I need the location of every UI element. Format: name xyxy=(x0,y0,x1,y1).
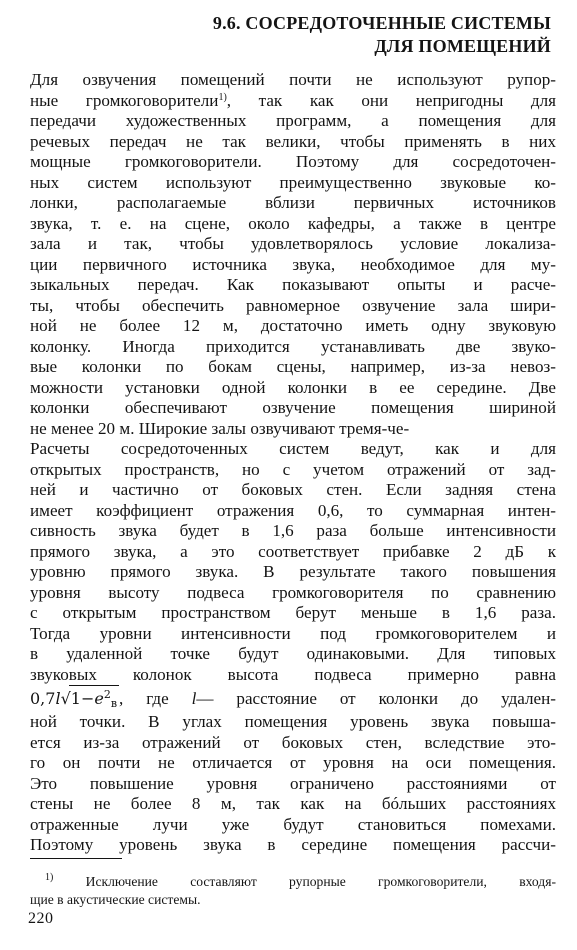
formula-radicand xyxy=(69,685,119,712)
text-line: звуковых колонок высота подвеса примерно равна xyxy=(30,664,556,684)
section-heading xyxy=(213,12,551,58)
text-line: Расчеты сосредоточенных систем ведут, как и для xyxy=(30,439,556,458)
paragraph-2 xyxy=(30,439,556,856)
footnote-separator xyxy=(30,858,122,859)
text-fragment: — расстояние от колонки до удален- xyxy=(196,689,556,708)
text-line: имеет коэффициент отражения 0,6, то суммарная интен- xyxy=(30,500,556,520)
text-fragment: ные громкоговорители xyxy=(30,90,219,110)
text-line: колонки обеспечивают озвучение помещения шириной xyxy=(30,398,556,417)
text-line: лонки, располагаемые вблизи первичных источников xyxy=(30,193,556,212)
text-line: стены не более 8 м, так как на бóльших расстояниях xyxy=(30,794,556,813)
footnote-marker: 1) xyxy=(218,91,227,103)
text-line: в удаленной точке будут одинаковыми. Для типовых xyxy=(30,644,556,663)
formula-coefficient: 0,7 xyxy=(30,689,56,708)
text-line: передачи художественных программ, а помещения для xyxy=(30,111,556,130)
formula-subscript: в xyxy=(110,697,118,710)
text-line: отраженные лучи уже будут становиться помехами. xyxy=(30,814,556,834)
text-fragment: Исключение составляют рупорные громкоговорители, входя- xyxy=(85,874,556,889)
text-line: Поэтому уровень звука в середине помещения рассчи- xyxy=(30,835,556,854)
text-line: Для озвучения помещений почти не используют рупор- xyxy=(30,70,556,89)
page-number: 220 xyxy=(28,910,54,927)
body-text xyxy=(30,70,556,856)
text-line: колонку. Иногда приходится устанавливать две звуко- xyxy=(30,336,556,356)
text-line: можности установки одной колонки в ее середине. Две xyxy=(30,377,556,397)
text-line: уровню прямого звука. В результате такого повышения xyxy=(30,562,556,581)
text-line-with-footnote xyxy=(30,91,556,112)
text-line: го он почти не отличается от уровня на оси помещения. xyxy=(30,753,556,772)
section-heading-line-1: 9.6. СОСРЕДОТОЧЕННЫЕ СИСТЕМЫ xyxy=(212,13,551,33)
text-line: ется из-за отражений от боковых стен, вследствие это- xyxy=(30,732,556,752)
text-line: открытых пространств, но с учетом отражений от зад- xyxy=(30,459,556,479)
footnote-marker: 1) xyxy=(45,872,54,883)
paragraph-1 xyxy=(30,70,556,439)
text-line: прямого звука, а это соответствует прибавке 2 дБ к xyxy=(30,541,556,561)
text-line: Тогда уровни интенсивности под громкоговорителем и xyxy=(30,623,556,643)
text-line: вые колонки по бокам сцены, например, из-за невоз- xyxy=(30,357,556,376)
text-line: уровня высоту подвеса громкоговорителя по сравнению xyxy=(30,582,556,602)
text-line: речевых передач не так велики, чтобы применять в них xyxy=(30,131,556,151)
text-line: ней и частично от боковых стен. Если задняя стена xyxy=(30,480,556,499)
formula-variable-l: l xyxy=(191,689,197,708)
text-fragment: , где xyxy=(119,689,169,708)
text-line: зыкальных передач. Как показывают опыты и расче- xyxy=(30,275,556,294)
section-heading-line-2: ДЛЯ ПОМЕЩЕНИЙ xyxy=(374,36,551,56)
text-line: ты, чтобы обеспечить равномерное озвучение зала шири- xyxy=(30,295,556,315)
text-line: ции первичного источника звука, необходимое для му- xyxy=(30,254,556,274)
text-line: зала и так, чтобы удовлетворялось условие локализа- xyxy=(30,234,556,253)
sqrt-symbol: √ xyxy=(60,689,71,708)
footnote-line: щие в акустические системы. xyxy=(30,892,201,907)
formula xyxy=(30,689,119,708)
text-line: с открытым пространством берут меньше в 1,6 раза. xyxy=(30,603,556,622)
formula-variable-l: l xyxy=(55,689,61,708)
text-line: не менее 20 м. Широкие залы озвучивают тремя-че- xyxy=(30,418,410,438)
text-fragment: , так как они непригодны для xyxy=(226,90,556,110)
formula-variable-e: e xyxy=(94,689,104,708)
footnote xyxy=(30,873,556,909)
formula-exponent: 2 xyxy=(103,688,111,701)
text-line: Это повышение уровня ограничено расстояниями от xyxy=(30,773,556,793)
formula-line xyxy=(30,685,556,712)
text-line: ной не более 12 м, достаточно иметь одну звуковую xyxy=(30,316,556,335)
formula-radicand-one: 1− xyxy=(70,689,95,708)
text-line: звука, т. е. на сцене, около кафедры, а также в центре xyxy=(30,213,556,233)
text-line: ной точки. В углах помещения уровень звука повыша- xyxy=(30,712,556,731)
text-line: мощные громкоговорители. Поэтому для сосредоточен- xyxy=(30,152,556,171)
text-line: сивность звука будет в 1,6 раза больше интенсивности xyxy=(30,521,556,540)
text-line: ных систем используют преимущественно звуковые ко- xyxy=(30,172,556,192)
footnote-line xyxy=(30,873,556,891)
